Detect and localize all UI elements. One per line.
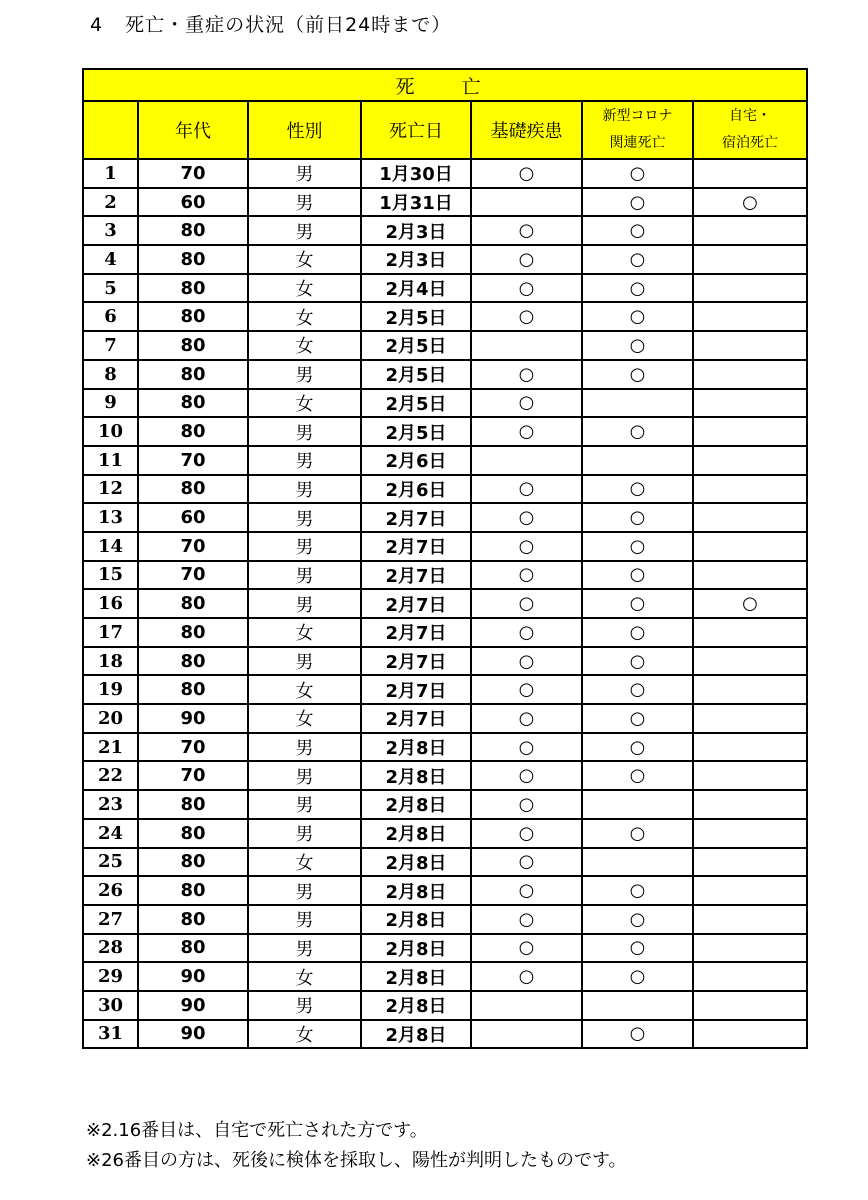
covid-related-cell <box>582 790 693 819</box>
home-death-cell <box>693 561 807 590</box>
table-row <box>83 302 807 331</box>
table-row <box>83 991 807 1020</box>
covid-related-cell: ○ <box>582 733 693 762</box>
death-date-cell: 2月7日 <box>361 503 471 532</box>
covid-related-cell: ○ <box>582 475 693 504</box>
age-cell: 90 <box>138 962 248 991</box>
home-death-cell <box>693 532 807 561</box>
sex-cell: 男 <box>248 446 361 475</box>
home-death-cell <box>693 761 807 790</box>
table-row <box>83 389 807 418</box>
covid-related-cell: ○ <box>582 819 693 848</box>
table-row <box>83 417 807 446</box>
table-row <box>83 446 807 475</box>
header-underlying-disease: 基礎疾患 <box>471 101 582 159</box>
row-number: 5 <box>83 274 138 303</box>
age-cell: 60 <box>138 188 248 217</box>
underlying-disease-cell: ○ <box>471 761 582 790</box>
section-title: 死亡・重症の状況（前日24時まで） <box>125 14 452 36</box>
age-cell: 80 <box>138 360 248 389</box>
home-death-cell <box>693 876 807 905</box>
underlying-disease-cell: ○ <box>471 216 582 245</box>
death-date-cell: 2月8日 <box>361 761 471 790</box>
age-cell: 80 <box>138 274 248 303</box>
home-death-cell <box>693 962 807 991</box>
header-covid-line2: 関連死亡 <box>609 135 666 151</box>
sex-cell: 男 <box>248 532 361 561</box>
row-number: 2 <box>83 188 138 217</box>
table-title: 死 亡 <box>83 69 807 101</box>
death-date-cell: 2月8日 <box>361 905 471 934</box>
age-cell: 80 <box>138 245 248 274</box>
covid-related-cell: ○ <box>582 503 693 532</box>
age-cell: 80 <box>138 934 248 963</box>
sex-cell: 女 <box>248 331 361 360</box>
sex-cell: 男 <box>248 934 361 963</box>
table-row <box>83 274 807 303</box>
death-date-cell: 2月8日 <box>361 991 471 1020</box>
row-number: 30 <box>83 991 138 1020</box>
header-age: 年代 <box>138 101 248 159</box>
age-cell: 80 <box>138 790 248 819</box>
underlying-disease-cell: ○ <box>471 561 582 590</box>
covid-related-cell: ○ <box>582 417 693 446</box>
underlying-disease-cell: ○ <box>471 704 582 733</box>
covid-related-cell: ○ <box>582 274 693 303</box>
table-row <box>83 876 807 905</box>
table-row <box>83 790 807 819</box>
table-row <box>83 647 807 676</box>
table-row <box>83 819 807 848</box>
table-row <box>83 1020 807 1049</box>
sex-cell: 男 <box>248 159 361 188</box>
death-date-cell: 2月7日 <box>361 589 471 618</box>
covid-related-cell: ○ <box>582 905 693 934</box>
row-number: 27 <box>83 905 138 934</box>
sex-cell: 男 <box>248 733 361 762</box>
table-row <box>83 532 807 561</box>
age-cell: 80 <box>138 216 248 245</box>
underlying-disease-cell: ○ <box>471 532 582 561</box>
underlying-disease-cell <box>471 446 582 475</box>
deaths-table <box>82 68 808 1049</box>
sex-cell: 女 <box>248 848 361 877</box>
row-number: 23 <box>83 790 138 819</box>
death-date-cell: 2月5日 <box>361 389 471 418</box>
covid-related-cell: ○ <box>582 962 693 991</box>
home-death-cell <box>693 819 807 848</box>
table-row <box>83 761 807 790</box>
row-number: 1 <box>83 159 138 188</box>
footnote: ※26番目の方は、死後に検体を採取し、陽性が判明したものです。 <box>86 1150 627 1171</box>
death-date-cell: 2月8日 <box>361 1020 471 1049</box>
death-date-cell: 2月8日 <box>361 848 471 877</box>
header-covid-line1: 新型コロナ <box>602 108 673 124</box>
sex-cell: 女 <box>248 302 361 331</box>
table-row <box>83 675 807 704</box>
home-death-cell <box>693 991 807 1020</box>
underlying-disease-cell <box>471 991 582 1020</box>
home-death-cell <box>693 733 807 762</box>
home-death-cell: ○ <box>693 589 807 618</box>
covid-related-cell: ○ <box>582 1020 693 1049</box>
age-cell: 70 <box>138 733 248 762</box>
row-number: 20 <box>83 704 138 733</box>
home-death-cell <box>693 618 807 647</box>
underlying-disease-cell: ○ <box>471 876 582 905</box>
underlying-disease-cell: ○ <box>471 618 582 647</box>
underlying-disease-cell: ○ <box>471 245 582 274</box>
death-date-cell: 2月7日 <box>361 561 471 590</box>
section-heading <box>90 10 451 37</box>
underlying-disease-cell: ○ <box>471 302 582 331</box>
table-row <box>83 245 807 274</box>
row-number: 14 <box>83 532 138 561</box>
table-row <box>83 704 807 733</box>
underlying-disease-cell <box>471 188 582 217</box>
covid-related-cell <box>582 991 693 1020</box>
death-date-cell: 2月7日 <box>361 618 471 647</box>
age-cell: 80 <box>138 675 248 704</box>
header-date: 死亡日 <box>361 101 471 159</box>
covid-related-cell: ○ <box>582 216 693 245</box>
underlying-disease-cell: ○ <box>471 360 582 389</box>
sex-cell: 女 <box>248 962 361 991</box>
underlying-disease-cell <box>471 1020 582 1049</box>
table-row <box>83 159 807 188</box>
covid-related-cell: ○ <box>582 589 693 618</box>
row-number: 4 <box>83 245 138 274</box>
table-row <box>83 188 807 217</box>
table-row <box>83 618 807 647</box>
header-home-line2: 宿泊死亡 <box>722 135 779 151</box>
sex-cell: 男 <box>248 819 361 848</box>
table-row <box>83 905 807 934</box>
sex-cell: 男 <box>248 475 361 504</box>
age-cell: 60 <box>138 503 248 532</box>
section-number: 4 <box>90 14 104 36</box>
home-death-cell <box>693 360 807 389</box>
header-sex: 性別 <box>248 101 361 159</box>
home-death-cell <box>693 905 807 934</box>
age-cell: 80 <box>138 417 248 446</box>
covid-related-cell: ○ <box>582 159 693 188</box>
sex-cell: 男 <box>248 991 361 1020</box>
underlying-disease-cell: ○ <box>471 790 582 819</box>
sex-cell: 男 <box>248 360 361 389</box>
death-date-cell: 1月30日 <box>361 159 471 188</box>
death-date-cell: 2月8日 <box>361 962 471 991</box>
row-number: 7 <box>83 331 138 360</box>
row-number: 9 <box>83 389 138 418</box>
death-date-cell: 2月5日 <box>361 331 471 360</box>
header-covid-related <box>582 101 693 159</box>
sex-cell: 男 <box>248 790 361 819</box>
covid-related-cell: ○ <box>582 302 693 331</box>
sex-cell: 女 <box>248 675 361 704</box>
sex-cell: 男 <box>248 647 361 676</box>
table-row <box>83 475 807 504</box>
table-row <box>83 331 807 360</box>
home-death-cell <box>693 446 807 475</box>
sex-cell: 女 <box>248 389 361 418</box>
covid-related-cell: ○ <box>582 561 693 590</box>
sex-cell: 男 <box>248 503 361 532</box>
row-number: 19 <box>83 675 138 704</box>
home-death-cell <box>693 417 807 446</box>
home-death-cell <box>693 790 807 819</box>
home-death-cell <box>693 647 807 676</box>
death-date-cell: 2月7日 <box>361 647 471 676</box>
age-cell: 80 <box>138 876 248 905</box>
sex-cell: 男 <box>248 905 361 934</box>
home-death-cell <box>693 245 807 274</box>
sex-cell: 男 <box>248 589 361 618</box>
age-cell: 90 <box>138 704 248 733</box>
age-cell: 80 <box>138 589 248 618</box>
covid-related-cell: ○ <box>582 188 693 217</box>
home-death-cell <box>693 302 807 331</box>
row-number: 10 <box>83 417 138 446</box>
death-date-cell: 2月3日 <box>361 245 471 274</box>
table-row <box>83 733 807 762</box>
table-row <box>83 589 807 618</box>
age-cell: 80 <box>138 389 248 418</box>
table-row <box>83 962 807 991</box>
death-date-cell: 2月8日 <box>361 876 471 905</box>
home-death-cell <box>693 704 807 733</box>
row-number: 29 <box>83 962 138 991</box>
underlying-disease-cell: ○ <box>471 417 582 446</box>
death-date-cell: 2月7日 <box>361 532 471 561</box>
sex-cell: 男 <box>248 876 361 905</box>
sex-cell: 女 <box>248 704 361 733</box>
table-row <box>83 360 807 389</box>
age-cell: 70 <box>138 761 248 790</box>
table-row <box>83 934 807 963</box>
underlying-disease-cell: ○ <box>471 733 582 762</box>
header-index <box>83 101 138 159</box>
underlying-disease-cell: ○ <box>471 589 582 618</box>
sex-cell: 男 <box>248 188 361 217</box>
age-cell: 70 <box>138 446 248 475</box>
underlying-disease-cell: ○ <box>471 962 582 991</box>
underlying-disease-cell: ○ <box>471 848 582 877</box>
home-death-cell <box>693 331 807 360</box>
death-date-cell: 2月5日 <box>361 360 471 389</box>
underlying-disease-cell: ○ <box>471 934 582 963</box>
covid-related-cell: ○ <box>582 934 693 963</box>
row-number: 15 <box>83 561 138 590</box>
death-date-cell: 2月3日 <box>361 216 471 245</box>
age-cell: 80 <box>138 618 248 647</box>
underlying-disease-cell <box>471 331 582 360</box>
footnotes <box>86 1116 627 1176</box>
age-cell: 80 <box>138 905 248 934</box>
sex-cell: 男 <box>248 561 361 590</box>
row-number: 6 <box>83 302 138 331</box>
header-home-line1: 自宅・ <box>729 108 772 124</box>
death-date-cell: 2月8日 <box>361 733 471 762</box>
table-row <box>83 848 807 877</box>
underlying-disease-cell: ○ <box>471 675 582 704</box>
underlying-disease-cell: ○ <box>471 647 582 676</box>
age-cell: 80 <box>138 331 248 360</box>
row-number: 28 <box>83 934 138 963</box>
age-cell: 70 <box>138 532 248 561</box>
row-number: 21 <box>83 733 138 762</box>
row-number: 24 <box>83 819 138 848</box>
age-cell: 90 <box>138 1020 248 1049</box>
covid-related-cell: ○ <box>582 876 693 905</box>
sex-cell: 女 <box>248 1020 361 1049</box>
death-date-cell: 2月4日 <box>361 274 471 303</box>
row-number: 12 <box>83 475 138 504</box>
home-death-cell <box>693 159 807 188</box>
sex-cell: 男 <box>248 216 361 245</box>
death-date-cell: 2月7日 <box>361 675 471 704</box>
home-death-cell <box>693 1020 807 1049</box>
header-home-death <box>693 101 807 159</box>
covid-related-cell <box>582 389 693 418</box>
row-number: 25 <box>83 848 138 877</box>
row-number: 17 <box>83 618 138 647</box>
row-number: 13 <box>83 503 138 532</box>
row-number: 11 <box>83 446 138 475</box>
age-cell: 80 <box>138 848 248 877</box>
death-date-cell: 2月6日 <box>361 446 471 475</box>
underlying-disease-cell: ○ <box>471 274 582 303</box>
covid-related-cell: ○ <box>582 704 693 733</box>
death-date-cell: 2月7日 <box>361 704 471 733</box>
home-death-cell <box>693 216 807 245</box>
underlying-disease-cell: ○ <box>471 389 582 418</box>
covid-related-cell: ○ <box>582 532 693 561</box>
covid-related-cell: ○ <box>582 331 693 360</box>
underlying-disease-cell: ○ <box>471 503 582 532</box>
row-number: 26 <box>83 876 138 905</box>
covid-related-cell: ○ <box>582 647 693 676</box>
covid-related-cell <box>582 446 693 475</box>
table-row <box>83 503 807 532</box>
underlying-disease-cell: ○ <box>471 905 582 934</box>
row-number: 22 <box>83 761 138 790</box>
table-row <box>83 561 807 590</box>
underlying-disease-cell: ○ <box>471 159 582 188</box>
home-death-cell: ○ <box>693 188 807 217</box>
death-date-cell: 2月5日 <box>361 417 471 446</box>
age-cell: 80 <box>138 475 248 504</box>
death-date-cell: 2月5日 <box>361 302 471 331</box>
home-death-cell <box>693 389 807 418</box>
death-date-cell: 2月8日 <box>361 819 471 848</box>
row-number: 16 <box>83 589 138 618</box>
home-death-cell <box>693 934 807 963</box>
sex-cell: 女 <box>248 274 361 303</box>
age-cell: 90 <box>138 991 248 1020</box>
underlying-disease-cell: ○ <box>471 819 582 848</box>
footnote: ※2.16番目は、自宅で死亡された方です。 <box>86 1120 428 1141</box>
home-death-cell <box>693 274 807 303</box>
row-number: 8 <box>83 360 138 389</box>
death-date-cell: 2月6日 <box>361 475 471 504</box>
age-cell: 70 <box>138 561 248 590</box>
home-death-cell <box>693 475 807 504</box>
home-death-cell <box>693 503 807 532</box>
covid-related-cell: ○ <box>582 675 693 704</box>
row-number: 18 <box>83 647 138 676</box>
death-date-cell: 2月8日 <box>361 934 471 963</box>
covid-related-cell <box>582 848 693 877</box>
age-cell: 80 <box>138 302 248 331</box>
row-number: 3 <box>83 216 138 245</box>
sex-cell: 男 <box>248 761 361 790</box>
covid-related-cell: ○ <box>582 360 693 389</box>
sex-cell: 女 <box>248 245 361 274</box>
covid-related-cell: ○ <box>582 761 693 790</box>
age-cell: 70 <box>138 159 248 188</box>
sex-cell: 女 <box>248 618 361 647</box>
age-cell: 80 <box>138 819 248 848</box>
underlying-disease-cell: ○ <box>471 475 582 504</box>
table-row <box>83 216 807 245</box>
home-death-cell <box>693 675 807 704</box>
row-number: 31 <box>83 1020 138 1049</box>
covid-related-cell: ○ <box>582 618 693 647</box>
death-date-cell: 1月31日 <box>361 188 471 217</box>
covid-related-cell: ○ <box>582 245 693 274</box>
death-date-cell: 2月8日 <box>361 790 471 819</box>
sex-cell: 男 <box>248 417 361 446</box>
age-cell: 80 <box>138 647 248 676</box>
home-death-cell <box>693 848 807 877</box>
